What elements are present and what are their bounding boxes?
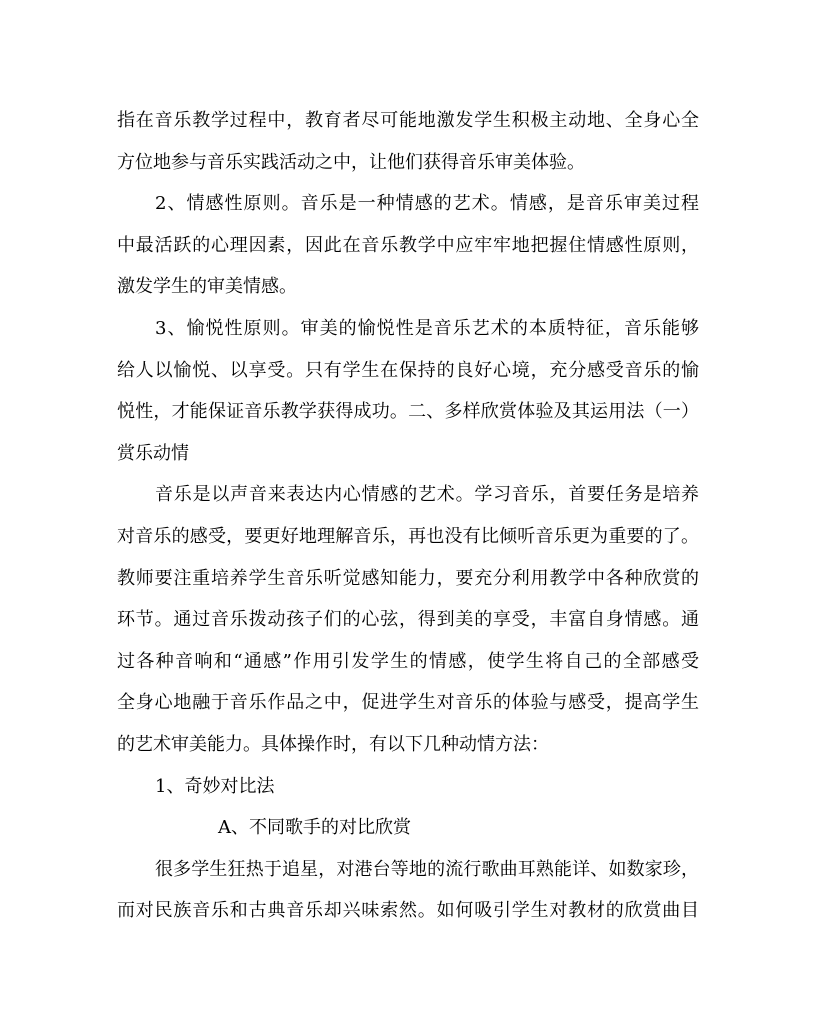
text-line: 对音乐的感受，要更好地理解音乐，再也没有比倾听音乐更为重要的了。 <box>117 525 699 547</box>
text-line: 2、情感性原则。音乐是一种情感的艺术。情感，是音乐审美过程 <box>155 193 699 215</box>
text-line: 教师要注重培养学生音乐听觉感知能力，要充分利用教学中各种欣赏的 <box>117 567 699 589</box>
text-line: 赏乐动情 <box>117 442 189 464</box>
document-body <box>117 100 699 932</box>
text-line: 的艺术审美能力。具体操作时，有以下几种动情方法： <box>117 733 549 755</box>
text-line: 而对民族音乐和古典音乐却兴味索然。如何吸引学生对教材的欣赏曲目 <box>117 900 699 922</box>
text-line: 给人以愉悦、以享受。只有学生在保持的良好心境，充分感受音乐的愉 <box>117 359 699 381</box>
text-line: 方位地参与音乐实践活动之中，让他们获得音乐审美体验。 <box>117 151 585 173</box>
text-line: 很多学生狂热于追星，对港台等地的流行歌曲耳熟能详、如数家珍， <box>155 858 699 880</box>
text-line: 激发学生的审美情感。 <box>117 276 297 298</box>
subsection-heading: A、不同歌手的对比欣赏 <box>218 817 411 839</box>
text-line: 过各种音响和“通感”作用引发学生的情感，使学生将自己的全部感受 <box>117 650 699 672</box>
text-line: 环节。通过音乐拨动孩子们的心弦，得到美的享受，丰富自身情感。通 <box>117 609 699 631</box>
text-line: 中最活跃的心理因素，因此在音乐教学中应牢牢地把握住情感性原则， <box>117 234 699 256</box>
text-line: 音乐是以声音来表达内心情感的艺术。学习音乐，首要任务是培养 <box>155 484 699 506</box>
text-line: 全身心地融于音乐作品之中，促进学生对音乐的体验与感受，提高学生 <box>117 692 699 714</box>
text-line: 悦性，才能保证音乐教学获得成功。二、多样欣赏体验及其运用法（一） <box>117 401 699 423</box>
section-heading: 1、奇妙对比法 <box>155 775 275 797</box>
text-line: 指在音乐教学过程中，教育者尽可能地激发学生积极主动地、全身心全 <box>117 110 699 131</box>
text-line: 3、愉悦性原则。审美的愉悦性是音乐艺术的本质特征，音乐能够 <box>155 317 699 339</box>
